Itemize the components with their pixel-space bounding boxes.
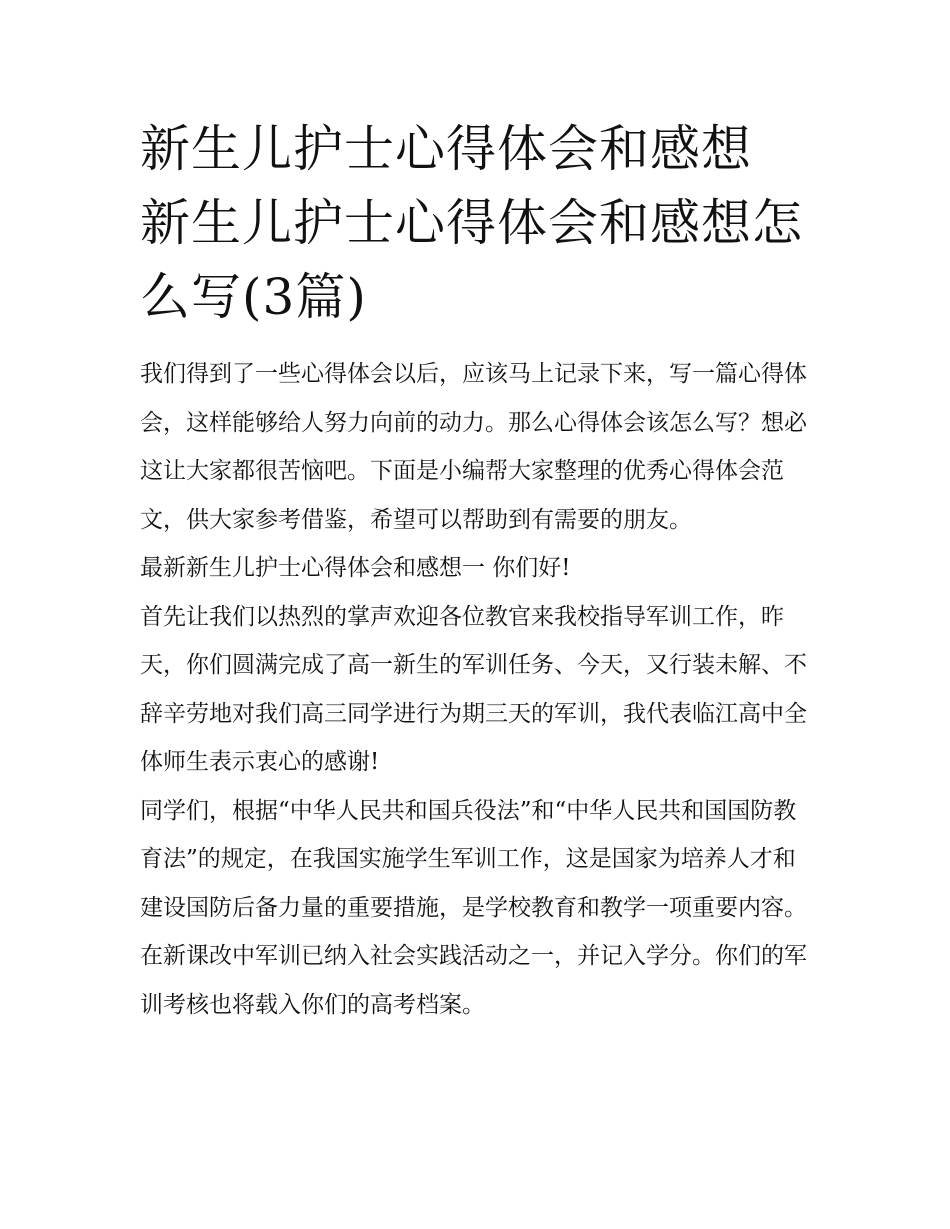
document-title: 新生儿护士心得体会和感想 新生儿护士心得体会和感想怎么写(3篇) (140, 120, 803, 326)
military-training-paragraph: 同学们，根据“中华人民共和国兵役法”和“中华人民共和国国防教育法”的规定，在我国实施学生军训工作，这是国家为培养人才和建设国防后备力量的重要措施，是学校教育和教学一项重要内容。在新课改中军训已纳入社会实践活动之一，并记入学分。你们的军训考核也将载入你们的高考档案。 (140, 797, 807, 1018)
section-heading-line: 最新新生儿护士心得体会和感想一 你们好! (140, 555, 571, 581)
welcome-paragraph: 首先让我们以热烈的掌声欢迎各位教官来我校指导军训工作，昨天，你们圆满完成了高一新生的军训任务、今天，又行装未解、不辞辛劳地对我们高三同学进行为期三天的军训，我代表临江高中全体师生表示衷心的感谢! (140, 603, 807, 775)
document-page (140, 112, 818, 1029)
intro-paragraph: 我们得到了一些心得体会以后，应该马上记录下来，写一篇心得体会，这样能够给人努力向前的动力。那么心得体会该怎么写？想必这让大家都很苦恼吧。下面是小编帮大家整理的优秀心得体会范文，供大家参考借鉴，希望可以帮助到有需要的朋友。 (140, 361, 807, 533)
